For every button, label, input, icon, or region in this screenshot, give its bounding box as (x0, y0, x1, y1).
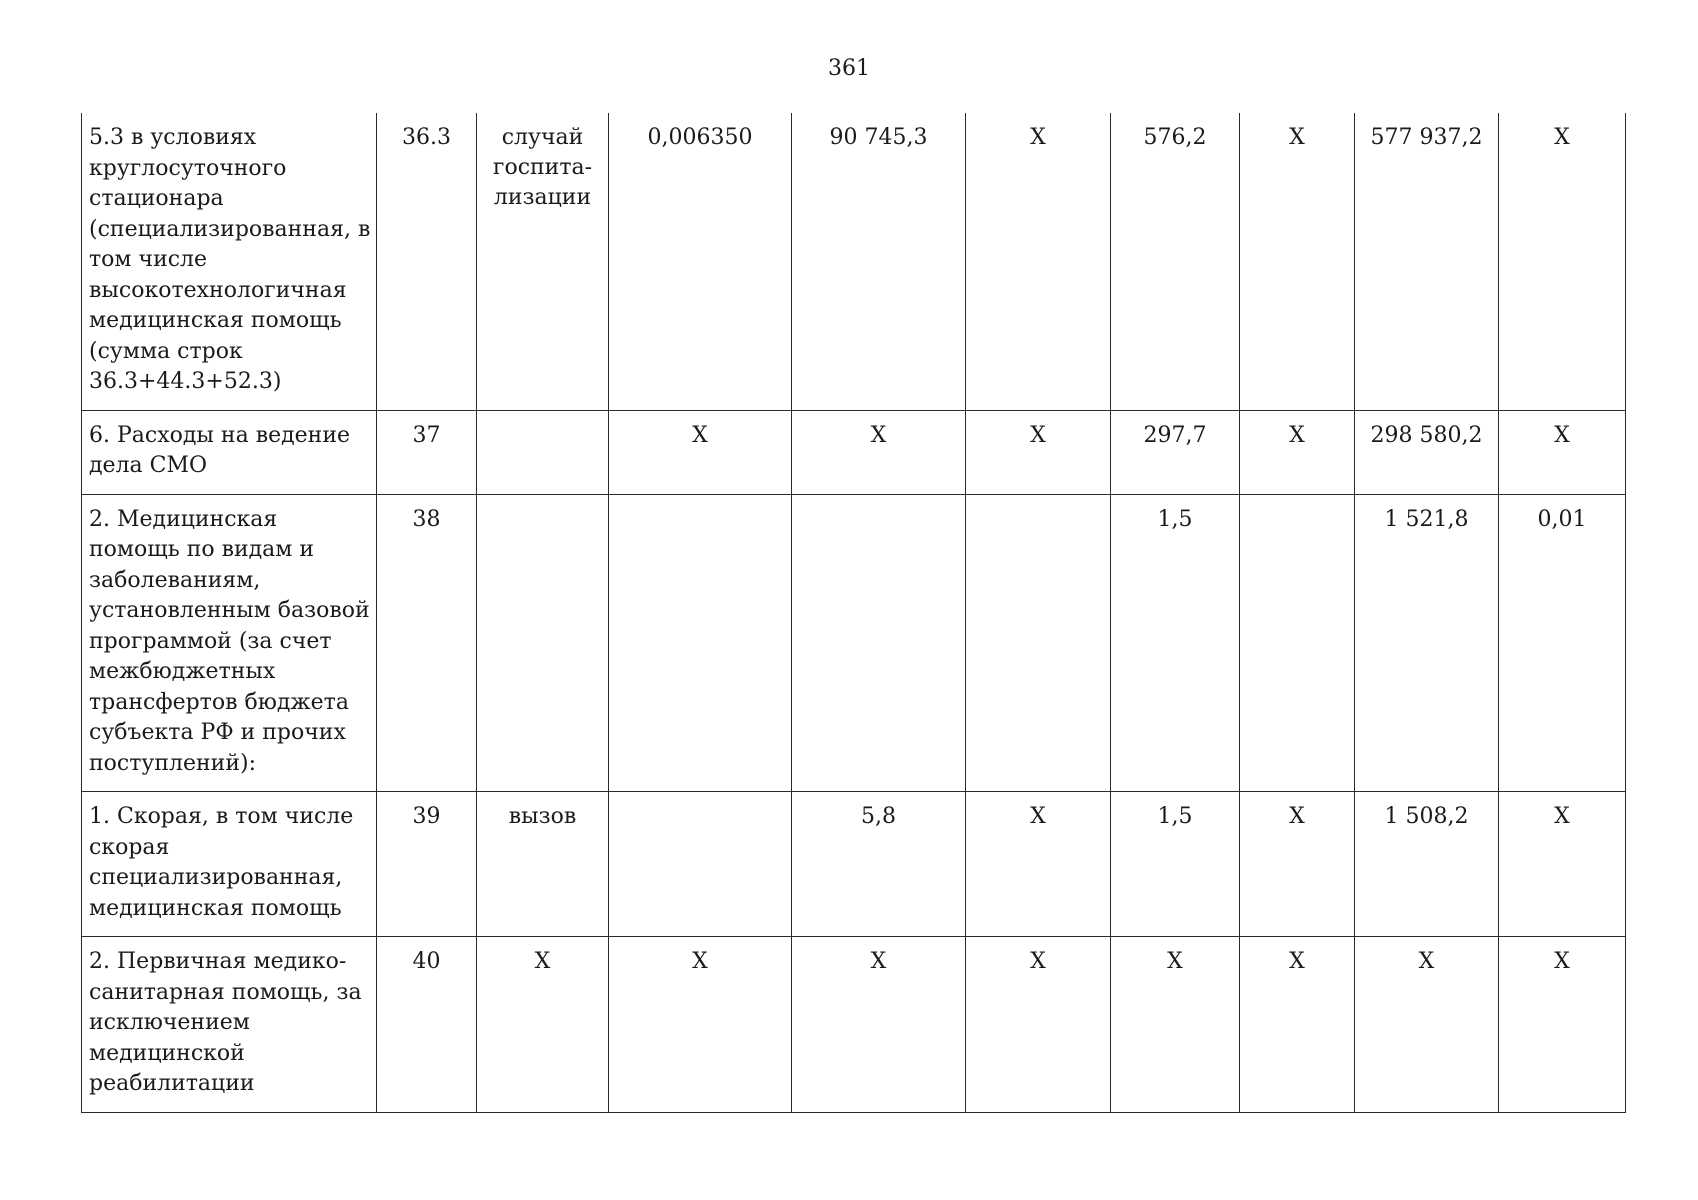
table-cell: X (1240, 792, 1355, 937)
table-cell: 5,8 (792, 792, 966, 937)
table-cell: X (966, 937, 1111, 1113)
table-row (82, 494, 1626, 792)
row-name-cell: 2. Первичная медико-санитарная помощь, за исключением медицинской реабилитации (82, 937, 377, 1113)
row-number-cell: 40 (377, 937, 477, 1113)
table-cell (609, 792, 792, 937)
row-number-cell: 36.3 (377, 113, 477, 410)
table-cell: 1,5 (1111, 792, 1240, 937)
unit-cell: случай госпита-лизации (477, 113, 609, 410)
unit-cell: X (477, 937, 609, 1113)
table-cell: X (1355, 937, 1499, 1113)
table-cell: X (792, 937, 966, 1113)
table-cell: X (1240, 410, 1355, 494)
table-cell: 577 937,2 (1355, 113, 1499, 410)
table-cell: 0,01 (1499, 494, 1626, 792)
table-cell: 1 508,2 (1355, 792, 1499, 937)
table-cell: X (1240, 113, 1355, 410)
table-row (82, 937, 1626, 1113)
table-cell: 0,006350 (609, 113, 792, 410)
table-cell: X (1499, 113, 1626, 410)
unit-cell: вызов (477, 792, 609, 937)
table-row (82, 792, 1626, 937)
unit-cell (477, 494, 609, 792)
table-cell: X (1499, 792, 1626, 937)
row-number-cell: 37 (377, 410, 477, 494)
table-cell: X (609, 937, 792, 1113)
table-cell: 90 745,3 (792, 113, 966, 410)
table-cell: X (792, 410, 966, 494)
row-number-cell: 38 (377, 494, 477, 792)
table-cell (792, 494, 966, 792)
table-cell: 576,2 (1111, 113, 1240, 410)
row-name-cell: 5.3 в условиях круглосуточного стационара (специализированная, в том числе высокотехнологичная медицинская помощь (сумма строк 36.3+44.3+52.3) (82, 113, 377, 410)
row-number-cell: 39 (377, 792, 477, 937)
table-cell: X (966, 113, 1111, 410)
page-number: 361 (828, 56, 870, 81)
table-cell: X (1111, 937, 1240, 1113)
table-cell: X (966, 410, 1111, 494)
table-cell: 298 580,2 (1355, 410, 1499, 494)
table-cell: 297,7 (1111, 410, 1240, 494)
financing-table (81, 113, 1626, 1113)
table-cell (1240, 494, 1355, 792)
table-cell (966, 494, 1111, 792)
table-cell: X (966, 792, 1111, 937)
table-cell: 1,5 (1111, 494, 1240, 792)
unit-cell (477, 410, 609, 494)
row-name-cell: 1. Скорая, в том числе скорая специализированная, медицинская помощь (82, 792, 377, 937)
row-name-cell: 6. Расходы на ведение дела СМО (82, 410, 377, 494)
table-cell: 1 521,8 (1355, 494, 1499, 792)
row-name-cell: 2. Медицинская помощь по видам и заболеваниям, установленным базовой программой (за счет межбюджетных трансфертов бюджета субъекта РФ и прочих поступлений): (82, 494, 377, 792)
table-cell: X (1499, 410, 1626, 494)
table-cell (609, 494, 792, 792)
table-cell: X (609, 410, 792, 494)
table-cell: X (1499, 937, 1626, 1113)
table-row (82, 113, 1626, 410)
table-cell: X (1240, 937, 1355, 1113)
table-row (82, 410, 1626, 494)
